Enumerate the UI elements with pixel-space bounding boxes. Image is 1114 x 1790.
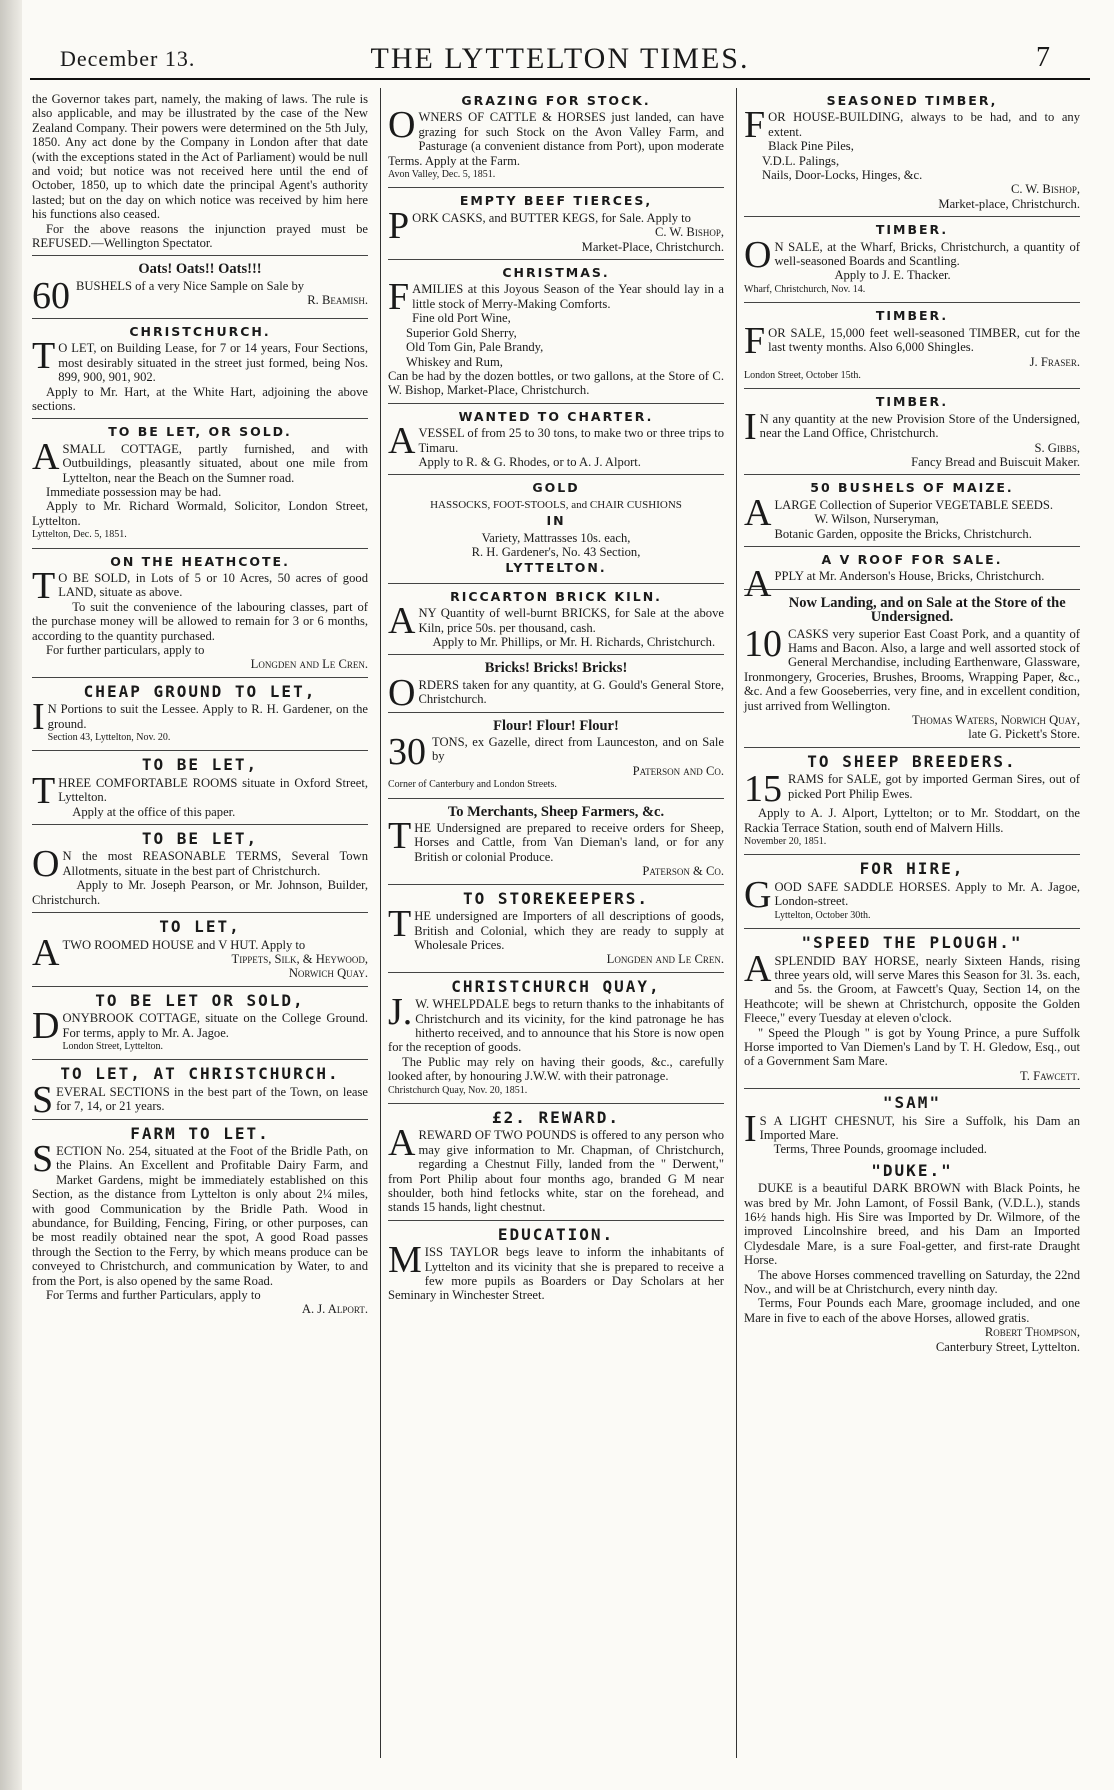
ad-cottage	[32, 419, 368, 548]
ad-signature: C. W. Bishop,	[1010, 182, 1080, 197]
ad-duke	[744, 1157, 1080, 1354]
ad-heading: TO LET, AT CHRISTCHURCH.	[60, 1064, 340, 1084]
article-text: the Governor takes part, namely, the making of laws. The rule is also applicable, and may be illustrated by the case of the New Zealand Company. Their powers were determined on the 5th July, 1850. Any act done by the Company in London after that date (with the exceptions stated in the Act of Parliament) would be null and void; but notice was not received here until the end of October, 1850, up to which date the principal Agent's authority lasted; but on the day on which notice was received by him here his functions also ceased.	[32, 92, 368, 222]
ad-signature: S. Gibbs,	[1034, 440, 1080, 455]
ad-merchants	[388, 799, 724, 885]
ad-date: Lyttelton, Dec. 5, 1851.	[32, 529, 127, 541]
ad-text: APPLY at Mr. Anderson's House, Bricks, Christchurch.	[744, 563, 1045, 606]
article-text: For the above reasons the injunction prayed must be REFUSED.—Wellington Spectator.	[32, 221, 368, 251]
ad-text: THREE COMFORTABLE ROOMS situate in Oxford Street, Lyttelton.	[32, 769, 368, 812]
ad-heading: FOR HIRE,	[859, 859, 965, 879]
ad-heading: TIMBER.	[875, 222, 949, 238]
ad-heading: "DUKE."	[871, 1160, 953, 1180]
ad-sam	[744, 1089, 1080, 1157]
ad-heading: TO BE LET,	[141, 829, 259, 849]
ad-text: MISS TAYLOR begs leave to inform the inhabitants of Lyttelton and its vicinity that she is prepared to receive a few more pupils as Boarders or Day Scholars at her Seminary in Winchester Street.	[388, 1239, 724, 1303]
ad-text: TO BE SOLD, in Lots of 5 or 10 Acres, 50 acres of good LAND, situate as above.	[32, 564, 368, 607]
ad-signature: Tippets, Silk, & Heywood,	[231, 951, 368, 966]
ad-signature: R. Beamish.	[307, 293, 368, 308]
ad-christmas	[388, 260, 724, 404]
ad-heading: TO BE LET, OR SOLD.	[108, 424, 292, 440]
ad-number: 10	[744, 622, 782, 665]
ad-heading: A V ROOF FOR SALE.	[821, 551, 1003, 567]
list-item: Black Pine Piles,	[768, 139, 854, 154]
ad-speed-the-plough	[744, 929, 1080, 1089]
ad-heading: RICCARTON BRICK KILN.	[450, 588, 662, 604]
ad-heading: CHRISTMAS.	[502, 265, 610, 281]
ad-maize	[744, 475, 1080, 547]
ad-signature: Fancy Bread and Buiscuit Maker.	[911, 454, 1080, 469]
ad-heading: Bricks! Bricks! Bricks!	[484, 660, 628, 677]
ad-date: Avon Valley, Dec. 5, 1851.	[388, 169, 496, 181]
ad-oats	[32, 256, 368, 318]
ad-number: 60	[32, 274, 70, 317]
ad-signature: Market-place, Christchurch.	[938, 196, 1080, 211]
ad-roomed-house	[32, 913, 368, 987]
ad-text: Apply to Mr. Phillips, or Mr. H. Richards, Christchurch.	[432, 635, 716, 649]
ad-signature: Thomas Waters, Norwich Quay,	[912, 713, 1080, 728]
ad-text: CASKS very superior East Coast Pork, and a quantity of Hams and Bacon. Also, a large and well assorted stock of General Merchandise, including Earthenware, Glassware, Ironmongery, Groceries, Brushes, Brooms, Wrapping Paper, &c., &c. And a few Gooseberries, very fine, and in excellent condition, just arrived from Wellington.	[744, 626, 1080, 713]
ad-text: For Terms and further Particulars, apply to	[46, 1288, 261, 1303]
ad-heading: "SPEED THE PLOUGH."	[801, 933, 1023, 953]
ad-timber-3	[744, 389, 1080, 475]
ad-text: Apply to Mr. Joseph Pearson, or Mr. Johnson, Builder, Christchurch.	[32, 878, 368, 907]
ad-text: AREWARD OF TWO POUNDS is offered to any person who may give information to Mr. Chapman, of Christchurch, regarding a Chestnut Filly, landed from the " Derwent," from Port Philip about four months ago, branded G M near shoulder, both hind fetlocks white, star on the forehead, and stands 15 hands, light chestnut.	[388, 1122, 724, 1215]
page-header	[30, 40, 1090, 80]
ad-text: ASPLENDID BAY HORSE, nearly Sixteen Hands, rising three years old, will serve Mares this Season for 3l. 3s. each, and 5s. the Groom, at Fawcett's Quay, Section 14, on the Heathcote; will be shewn at Christchurch, opposite the Golden Fleece," every Tuesday at eleven o'clock.	[744, 947, 1080, 1026]
ad-heading: EDUCATION.	[497, 1224, 615, 1244]
ad-heading: CHRISTCHURCH QUAY,	[451, 976, 661, 996]
ad-quay	[388, 973, 724, 1104]
ad-text: GOOD SAFE SADDLE HORSES. Apply to Mr. A. Jagoe, London-street.	[744, 873, 1080, 916]
ad-signature: C. W. Bishop,	[654, 225, 724, 240]
ad-text: FAMILIES at this Joyous Season of the Year should lay in a little stock of Merry-Making Comforts.	[388, 276, 724, 319]
ad-text: FOR HOUSE-BUILDING, always to be had, and to any extent.	[744, 104, 1080, 147]
ad-text: ON SALE, at the Wharf, Bricks, Christchurch, a quantity of well-seasoned Boards and Scantling.	[744, 233, 1080, 276]
ad-signature: Robert Thompson,	[984, 1325, 1080, 1340]
ad-text: W. Wilson, Nurseryman,	[814, 512, 939, 527]
ad-heading: TO LET,	[159, 917, 241, 937]
list-item: V.D.L. Palings,	[762, 153, 840, 168]
ad-heading: TIMBER.	[875, 308, 949, 324]
ad-signature: Longden and Le Cren.	[606, 952, 724, 967]
ad-charter	[388, 404, 724, 476]
ad-heading: TO STOREKEEPERS.	[462, 888, 650, 908]
ad-text: To suit the convenience of the labouring classes, part of the purchase money will be allowed to remain for 3 or 6 months, according to the quantity purchased.	[32, 599, 368, 643]
ad-text: For further particulars, apply to	[46, 643, 205, 657]
ad-date: London Street, Lyttelton.	[62, 1040, 163, 1052]
ad-heading: CHEAP GROUND TO LET,	[83, 681, 317, 701]
ad-storekeepers	[388, 885, 724, 973]
ad-allotments	[32, 825, 368, 913]
ad-text: HASSOCKS, FOOT-STOOLS, and CHAIR CUSHIONS	[430, 498, 682, 511]
ad-text: AVESSEL of from 25 to 30 tons, to make two or three trips to Timaru.	[388, 420, 724, 463]
ad-text: OWNERS OF CATTLE & HORSES just landed, can have grazing for such Stock on the Avon Valley Farm, and Pasturage (a convenient distance from Port), upon moderate Terms. Apply at the Farm.	[388, 104, 724, 168]
ad-text: Immediate possession may be had.	[46, 484, 222, 499]
ad-heading: Now Landing, and on Sale at the Store of the Undersigned.	[788, 594, 1066, 626]
ad-text: DONYBROOK COTTAGE, situate on the College Ground. For terms, apply to Mr. A. Jagoe.	[32, 1005, 368, 1048]
ad-text: The above Horses commenced travelling on Saturday, the 22nd Nov., and will be at Christchurch, every ninth day.	[744, 1267, 1080, 1297]
list-item: Superior Gold Sherry,	[406, 325, 517, 340]
ad-for-hire	[744, 855, 1080, 929]
ad-heading: TO BE LET,	[141, 755, 259, 775]
issue-date: December 13.	[60, 46, 196, 71]
ad-text: ATWO ROOMED HOUSE and V HUT. Apply to	[32, 931, 306, 974]
ad-christchurch-sections	[32, 1060, 368, 1119]
ad-text: ALARGE Collection of Superior VEGETABLE SEEDS.	[744, 491, 1054, 534]
ad-signature: J. Fraser.	[1029, 354, 1080, 369]
ad-donnybrook	[32, 987, 368, 1061]
ad-grazing	[388, 88, 724, 188]
ad-reward	[388, 1104, 724, 1221]
ad-heading: TO SHEEP BREEDERS.	[807, 751, 1017, 771]
ad-heathcote	[32, 549, 368, 678]
ad-heading: FARM TO LET.	[130, 1123, 270, 1143]
ad-signature: Longden and Le Cren.	[250, 657, 368, 672]
ad-text: ON the most REASONABLE TERMS, Several Town Allotments, situate in the best part of Christchurch.	[32, 843, 368, 886]
ad-date: London Street, October 15th.	[744, 369, 861, 381]
ad-text: THE undersigned are Importers of all descriptions of goods, British and Colonial, which they are ready to supply at Wholesale Prices.	[388, 903, 724, 952]
ad-rooms	[32, 751, 368, 825]
ad-text: Apply to R. & G. Rhodes, or to A. J. Alport.	[418, 454, 641, 469]
ad-heading: To Merchants, Sheep Farmers, &c.	[447, 803, 665, 820]
ad-gold	[388, 475, 724, 583]
ad-text: FOR SALE, 15,000 feet well-seasoned TIMBER, cut for the last twenty months. Also 6,000 Shingles.	[744, 319, 1080, 362]
ad-text: The Public may rely on having their goods, &c., carefully looked after, by honouring J.W.W. with their patronage.	[388, 1054, 724, 1084]
article-continued	[32, 88, 368, 256]
ad-text: IS A LIGHT CHESNUT, his Sire a Suffolk, his Dam an Imported Mare.	[744, 1107, 1080, 1150]
ad-timber-1	[744, 217, 1080, 303]
ad-text: Botanic Garden, opposite the Bricks, Christchurch.	[774, 526, 1032, 541]
ad-seasoned-timber	[744, 88, 1080, 217]
ad-signature: Paterson & Co.	[642, 864, 724, 879]
column-2	[388, 88, 724, 1303]
ad-text: ORDERS taken for any quantity, at G. Gould's General Store, Christchurch.	[388, 671, 724, 714]
ad-text: SECTION No. 254, situated at the Foot of the Bridle Path, on the Plains. An Excellent and Profitable Dairy Farm, and Market Gardens, might be immediately established on this Section, as the distance from Lyttelton is only about 2¼ miles, with good Communication by the Bridle Path. Wood in abundance, for Building, Fencing, Firing, or other purposes, can be most readily obtained near the spot, A good Road passes through the Section to the Ferry, by which means produce can be conveyed to Christchurch, and communication by Water, to and from the Port, is also opened by the same Road.	[32, 1137, 368, 1288]
column-3	[744, 88, 1080, 1354]
ad-date: Christchurch Quay, Nov. 20, 1851.	[388, 1084, 528, 1096]
ad-text: Can be had by the dozen bottles, or two gallons, at the Store of C. W. Bishop, Market-Place, Christchurch.	[388, 368, 724, 398]
ad-text: TO LET, on Building Lease, for 7 or 14 years, Four Sections, most desirably situated in the street just formed, being Nos. 899, 900, 901, 902.	[32, 335, 368, 385]
ad-now-landing	[744, 590, 1080, 748]
ad-bricks	[388, 655, 724, 712]
list-item: Whiskey and Rum,	[406, 354, 503, 369]
ad-christchurch	[32, 319, 368, 419]
ad-text: IN	[546, 513, 566, 529]
ad-text: RAMS for SALE, got by imported German Sires, out of picked Port Philip Ewes.	[788, 772, 1080, 801]
list-item: Nails, Door-Locks, Hinges, &c.	[762, 168, 923, 183]
ad-date: November 20, 1851.	[744, 836, 827, 848]
ad-roof	[744, 547, 1080, 606]
ad-text: Apply to J. E. Thacker.	[834, 268, 951, 283]
ad-text: ASMALL COTTAGE, partly furnished, and with Outbuildings, pleasantly situated, about one mile from Lyttelton, near the Beach on the Sumner road.	[32, 435, 368, 485]
scan-edge	[0, 0, 22, 1790]
ad-date: Lyttelton, October 30th.	[774, 909, 871, 921]
ad-heading: CHRISTCHURCH.	[129, 323, 271, 339]
ad-brick-kiln	[388, 584, 724, 656]
ad-text: J.W. WHELPDALE begs to return thanks to the inhabitants of Christchurch and its vicinity, for the kind patronage he has hitherto received, and to announce that his Store is now open for the reception of goods.	[388, 991, 724, 1055]
column-rule	[736, 88, 737, 1758]
ad-education	[388, 1221, 724, 1303]
ad-signature: Norwich Quay.	[288, 966, 368, 981]
ad-heading: ON THE HEATHCOTE.	[110, 553, 290, 569]
ad-signature: T. Fawcett.	[1020, 1068, 1080, 1083]
list-item: Fine old Port Wine,	[412, 311, 511, 326]
column-1	[32, 88, 368, 1317]
ad-cheap-ground	[32, 678, 368, 752]
ad-signature: A. J. Alport.	[301, 1302, 368, 1317]
ad-date: Corner of Canterbury and London Streets.	[388, 779, 557, 791]
ad-heading: TO BE LET OR SOLD,	[95, 990, 305, 1010]
ad-heading: 50 BUSHELS OF MAIZE.	[810, 480, 1014, 496]
ad-signature: Paterson and Co.	[632, 763, 724, 778]
ad-text: " Speed the Plough " is got by Young Prince, a pure Suffolk Horse imported to Van Diemen's Land by T. H. Gledow, Esq., out of a Government Sam Mare.	[744, 1025, 1080, 1069]
ad-number: 15	[744, 768, 782, 811]
ad-text: SEVERAL SECTIONS in the best part of the Town, on lease for 7, 14, or 21 years.	[32, 1078, 368, 1121]
ad-text: Variety, Mattrasses 10s. each,	[481, 530, 631, 545]
ad-heading: GRAZING FOR STOCK.	[461, 93, 651, 108]
ad-text: IN Portions to suit the Lessee. Apply to R. H. Gardener, on the ground.	[32, 696, 368, 739]
ad-text: THE Undersigned are prepared to receive orders for Sheep, Horses and Cattle, from Van Dieman's land, or for any British or colonial Produce.	[388, 815, 724, 864]
ad-text: Apply to Mr. Hart, at the White Hart, adjoining the above sections.	[32, 384, 368, 413]
ad-date: Wharf, Christchurch, Nov. 14.	[744, 283, 866, 295]
newspaper-title: THE LYTTELTON TIMES.	[370, 42, 750, 75]
ad-text: PORK CASKS, and BUTTER KEGS, for Sale. Apply to	[388, 204, 691, 247]
ad-heading: £2. REWARD.	[492, 1107, 620, 1127]
ad-number: 30	[388, 731, 426, 774]
ad-farm	[32, 1120, 368, 1317]
list-item: Old Tom Gin, Pale Brandy,	[406, 340, 544, 355]
ad-sheep-breeders	[744, 748, 1080, 856]
ad-heading: Flour! Flour! Flour!	[493, 717, 619, 734]
ad-text: Terms, Three Pounds, groomage included.	[773, 1142, 987, 1157]
ad-tierces	[388, 188, 724, 260]
ad-signature: Market-Place, Christchurch.	[581, 239, 724, 254]
ad-heading: Oats! Oats!! Oats!!!	[138, 261, 262, 278]
ad-text: IN any quantity at the new Provision Store of the Undersigned, near the Land Office, Christchurch.	[744, 405, 1080, 448]
page-number: 7	[1036, 42, 1050, 73]
ad-text: LYTTELTON.	[505, 560, 607, 576]
ad-heading: SEASONED TIMBER,	[826, 93, 998, 108]
ad-heading: WANTED TO CHARTER.	[458, 408, 654, 424]
ad-date: Section 43, Lyttelton, Nov. 20.	[47, 732, 171, 744]
ad-heading: EMPTY BEEF TIERCES,	[459, 193, 653, 209]
ad-heading: TIMBER.	[875, 394, 949, 410]
ad-text: BUSHELS of a very Nice Sample on Sale by	[76, 278, 305, 293]
ad-text: TONS, ex Gazelle, direct from Launceston, and on Sale by	[432, 735, 724, 764]
column-rule	[380, 88, 381, 1758]
ad-signature: late G. Pickett's Store.	[968, 727, 1080, 742]
ad-heading: GOLD	[532, 480, 580, 496]
ad-flour	[388, 713, 724, 799]
ad-signature: Canterbury Street, Lyttelton.	[935, 1339, 1080, 1354]
ad-text: R. H. Gardener's, No. 43 Section,	[471, 544, 641, 559]
ad-text: DUKE is a beautiful DARK BROWN with Black Points, he was bred by Mr. John Lamont, of Fossil Bank, (V.D.L.), stands 16½ hands high. His Sire was Imported by Dr. Wilmore, of the improved Lincolnshire breed, and his Dam an Imported Clydesdale Mare, is a sure Foal-getter, and first-rate Draught Horse.	[744, 1181, 1080, 1268]
ad-text: Apply to A. J. Alport, Lyttelton; or to Mr. Stoddart, on the Rackia Terrace Station, south end of Malvern Hills.	[744, 806, 1080, 835]
ad-text: Terms, Four Pounds each Mare, groomage included, and one Mare in five to each of the above Horses, allowed gratis.	[744, 1296, 1080, 1325]
ad-text: ANY Quantity of well-burnt BRICKS, for Sale at the above Kiln, price 50s. per thousand, cash.	[388, 600, 724, 643]
ad-heading: "SAM"	[882, 1093, 942, 1113]
ad-text: Apply at the office of this paper.	[72, 804, 236, 819]
ad-text: Apply to Mr. Richard Wormald, Solicitor, London Street, Lyttelton.	[32, 499, 368, 528]
ad-timber-2	[744, 303, 1080, 389]
